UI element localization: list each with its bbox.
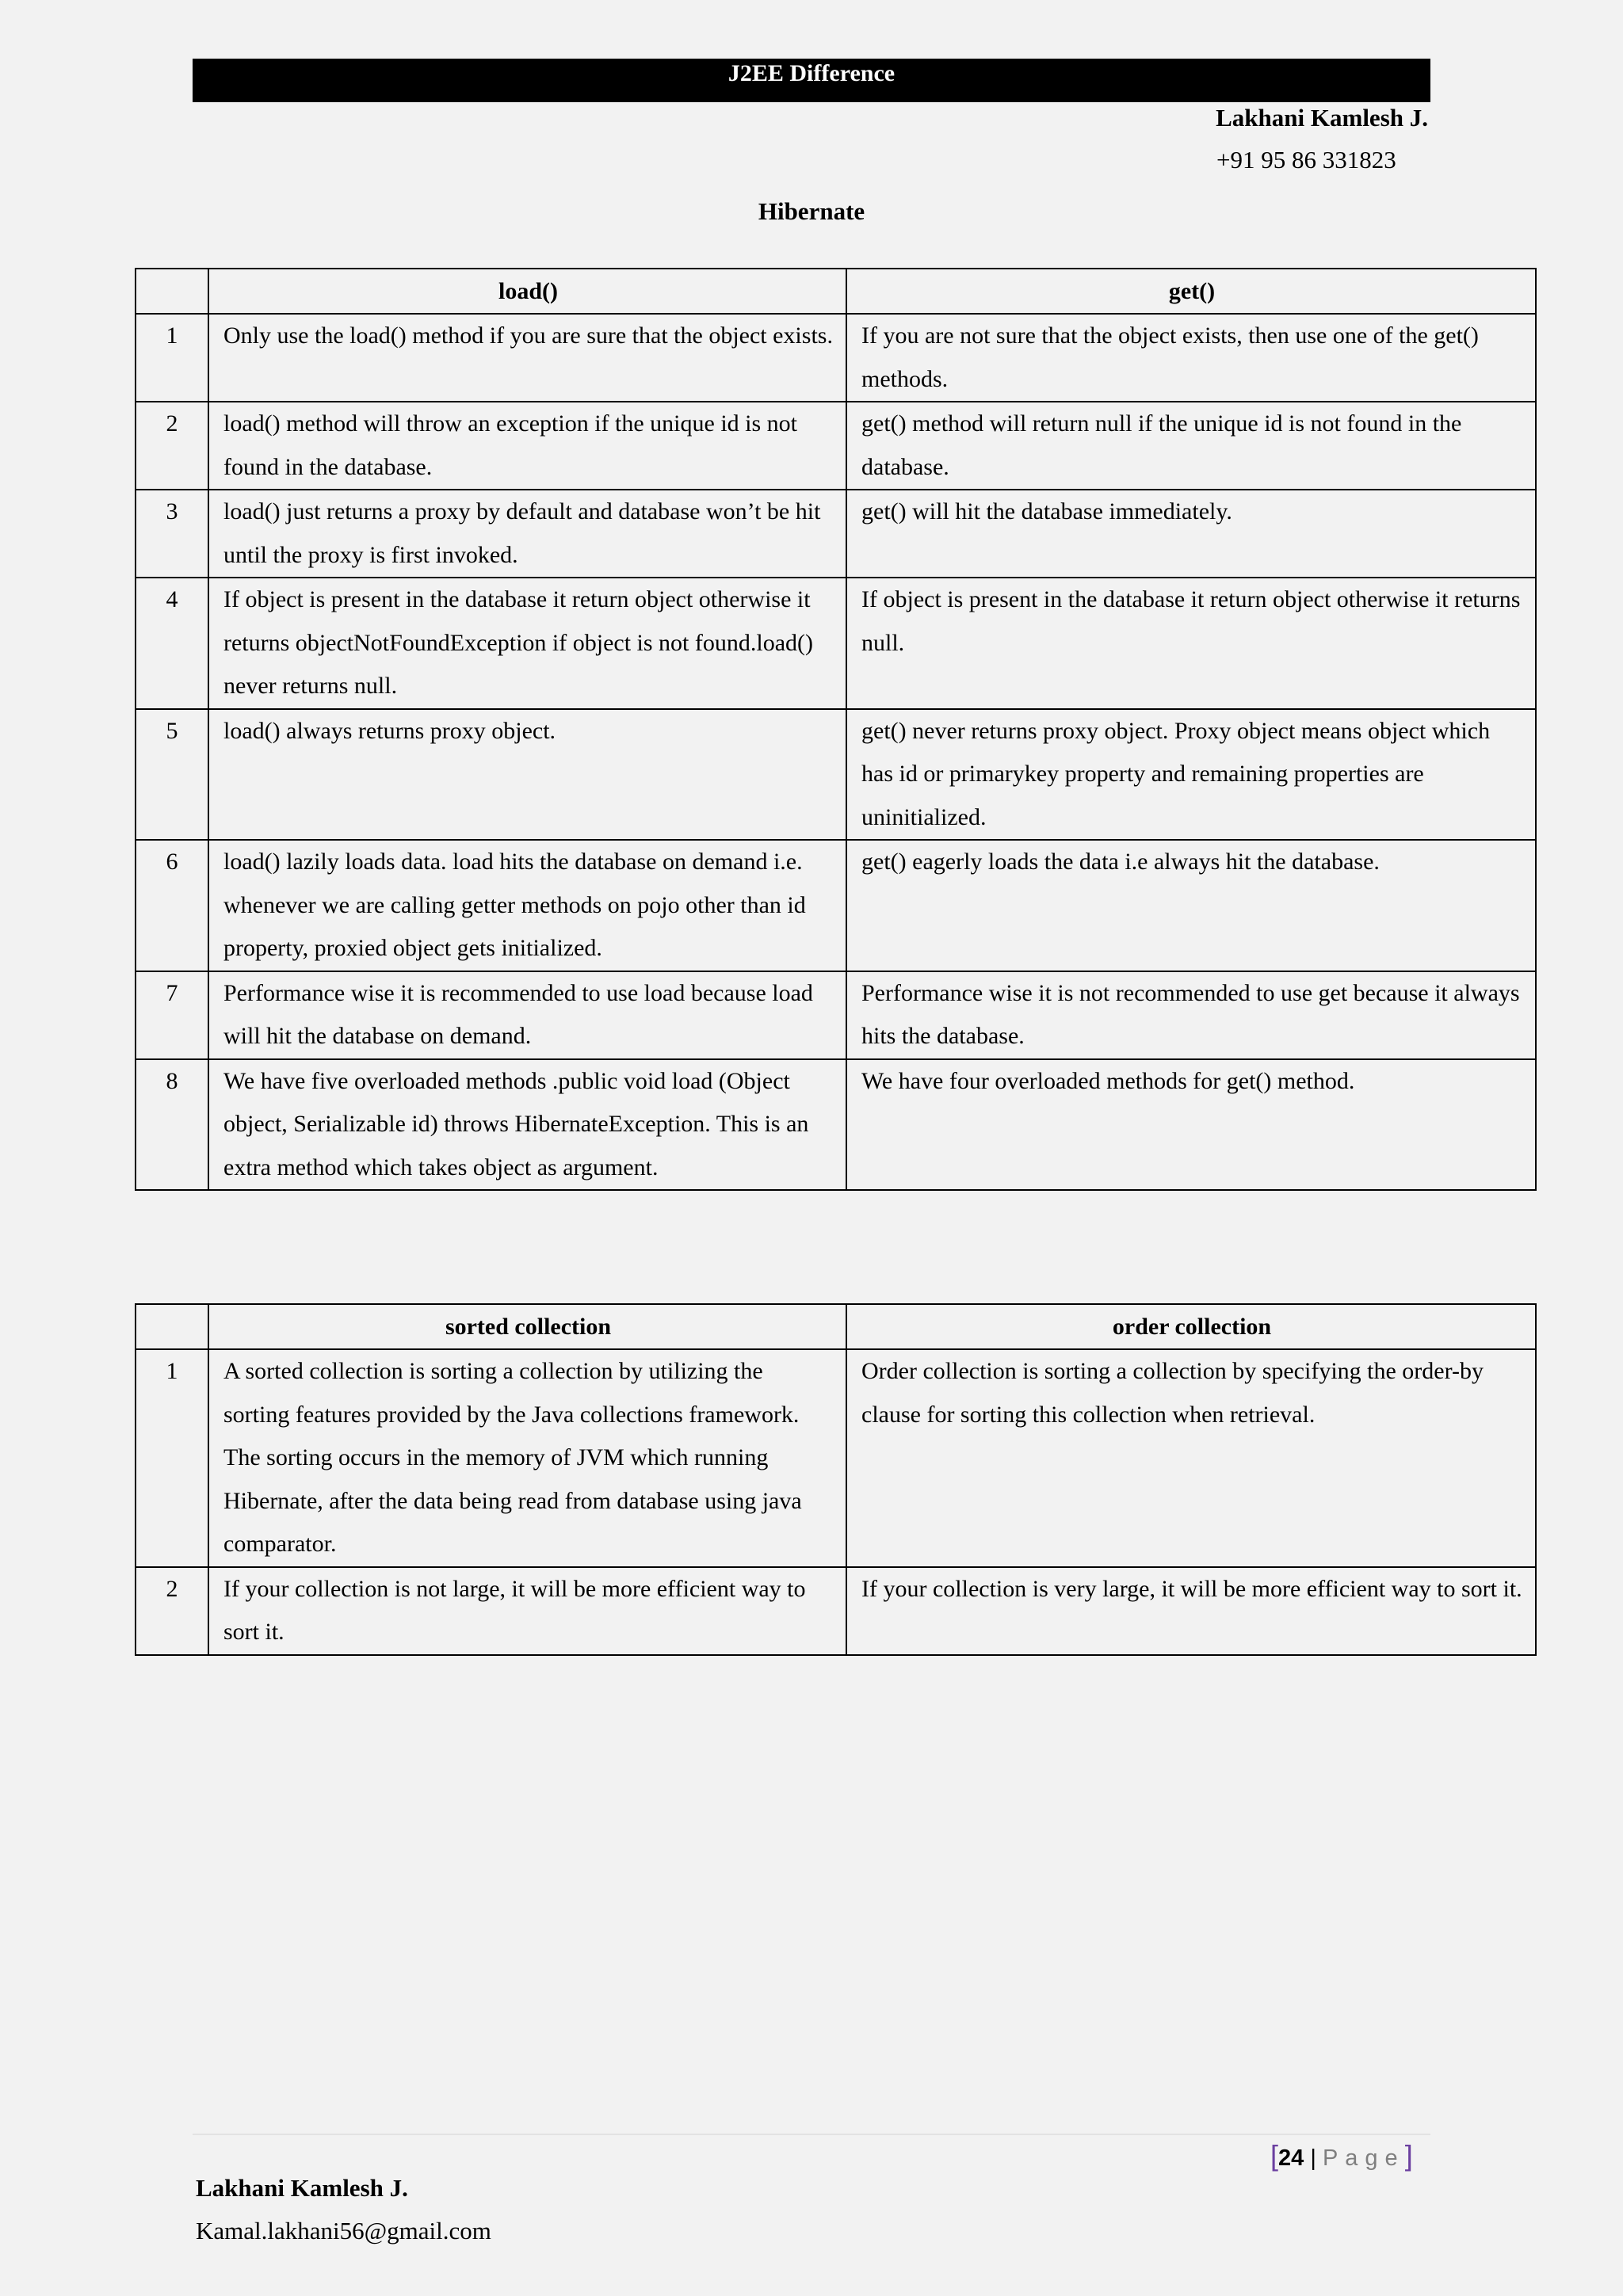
row-number: 2 <box>136 1567 208 1655</box>
order-collection-cell: If your collection is very large, it will be more efficient way to sort it. <box>846 1567 1536 1655</box>
section-title: Hibernate <box>758 197 865 225</box>
load-cell: load() method will throw an exception if the unique id is not found in the database. <box>208 402 846 490</box>
load-cell: load() just returns a proxy by default and database won’t be hit until the proxy is first invoked. <box>208 490 846 578</box>
load-cell: load() always returns proxy object. <box>208 709 846 841</box>
get-cell: If object is present in the database it return object otherwise it returns null. <box>846 578 1536 709</box>
order-collection-cell: Order collection is sorting a collection by specifying the order-by clause for sorting this collection when retrieval. <box>846 1349 1536 1567</box>
table-row <box>136 709 1536 841</box>
row-number: 1 <box>136 1349 208 1567</box>
sorted-collection-column-header: sorted collection <box>208 1304 846 1349</box>
table-row <box>136 971 1536 1059</box>
get-cell: get() never returns proxy object. Proxy object means object which has id or primarykey property and remaining properties are uninitialized. <box>846 709 1536 841</box>
load-vs-get-table <box>135 268 1537 1191</box>
footer-author: Lakhani Kamlesh J. <box>196 2174 408 2202</box>
load-column-header: load() <box>208 269 846 314</box>
table-row <box>136 840 1536 971</box>
sorted-collection-cell: A sorted collection is sorting a collection by utilizing the sorting features provided by the Java collections framework. The sorting occurs in the memory of JVM which running Hibernate, after the data being read from database using java comparator. <box>208 1349 846 1567</box>
row-number: 4 <box>136 578 208 709</box>
sorted-collection-cell: If your collection is not large, it will be more efficient way to sort it. <box>208 1567 846 1655</box>
footer-divider <box>193 2134 1430 2135</box>
row-number: 3 <box>136 490 208 578</box>
table-header-row <box>136 269 1536 314</box>
row-number: 6 <box>136 840 208 971</box>
table-row <box>136 402 1536 490</box>
bracket-open-icon: [ <box>1270 2139 1279 2172</box>
number-column-header <box>136 269 208 314</box>
number-column-header <box>136 1304 208 1349</box>
get-cell: get() eagerly loads the data i.e always hit the database. <box>846 840 1536 971</box>
document-title: J2EE Difference <box>727 60 896 86</box>
load-cell: Only use the load() method if you are sure that the object exists. <box>208 314 846 402</box>
load-cell: Performance wise it is recommended to use load because load will hit the database on demand. <box>208 971 846 1059</box>
get-cell: Performance wise it is not recommended to use get because it always hits the database. <box>846 971 1536 1059</box>
load-cell: load() lazily loads data. load hits the database on demand i.e. whenever we are calling getter methods on pojo other than id property, proxied object gets initialized. <box>208 840 846 971</box>
table-row <box>136 490 1536 578</box>
row-number: 1 <box>136 314 208 402</box>
row-number: 5 <box>136 709 208 841</box>
page-separator: | <box>1310 2145 1316 2171</box>
header-phone: +91 95 86 331823 <box>1216 146 1396 174</box>
header-author: Lakhani Kamlesh J. <box>1216 104 1428 132</box>
get-cell: get() method will return null if the unique id is not found in the database. <box>846 402 1536 490</box>
sorted-vs-order-collection-table <box>135 1303 1537 1656</box>
get-cell: If you are not sure that the object exists, then use one of the get() methods. <box>846 314 1536 402</box>
document-header-bar <box>193 59 1430 102</box>
table-row <box>136 314 1536 402</box>
table-row <box>136 1349 1536 1567</box>
get-cell: get() will hit the database immediately. <box>846 490 1536 578</box>
table-header-row <box>136 1304 1536 1349</box>
table-row <box>136 1059 1536 1191</box>
row-number: 8 <box>136 1059 208 1191</box>
footer-email: Kamal.lakhani56@gmail.com <box>196 2217 491 2245</box>
row-number: 2 <box>136 402 208 490</box>
order-collection-column-header: order collection <box>846 1304 1536 1349</box>
load-cell: We have five overloaded methods .public void load (Object object, Serializable id) throws HibernateException. This is an extra method which takes object as argument. <box>208 1059 846 1191</box>
get-cell: We have four overloaded methods for get() method. <box>846 1059 1536 1191</box>
table-row <box>136 1567 1536 1655</box>
page-number-block <box>1270 2139 1413 2175</box>
page-number: 24 <box>1278 2145 1304 2171</box>
table-row <box>136 578 1536 709</box>
row-number: 7 <box>136 971 208 1059</box>
bracket-close-icon: ] <box>1404 2139 1413 2172</box>
get-column-header: get() <box>846 269 1536 314</box>
page-word: Page <box>1322 2145 1405 2171</box>
load-cell: If object is present in the database it return object otherwise it returns objectNotFoundException if object is not found.load() never returns null. <box>208 578 846 709</box>
